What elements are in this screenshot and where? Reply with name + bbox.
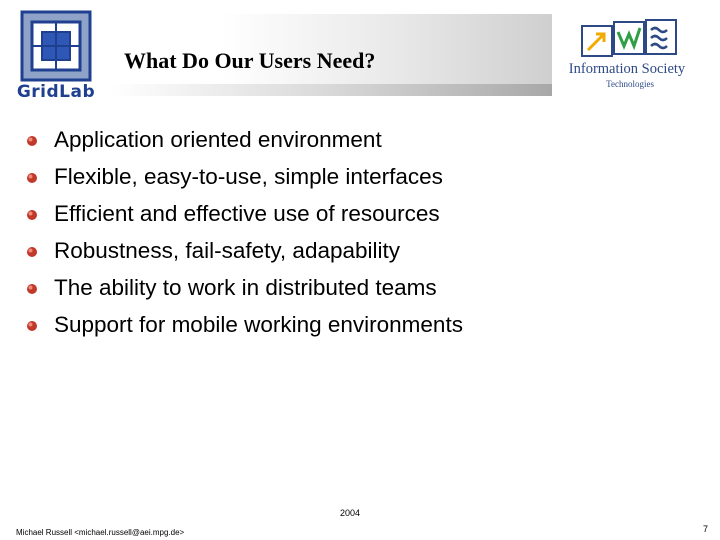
- ist-logo: [566, 18, 688, 96]
- bullet-list: [26, 122, 463, 344]
- ist-logo-icon: [580, 18, 680, 60]
- bullet-icon: [26, 320, 38, 332]
- footer-author: Michael Russell <michael.russell@aei.mpg.de>: [16, 528, 185, 537]
- bullet-icon: [26, 135, 38, 147]
- bullet-icon: [26, 172, 38, 184]
- bullet-icon: [26, 246, 38, 258]
- footer-year: 2004: [340, 508, 361, 518]
- ist-logo-subtitle: Technologies: [606, 79, 654, 89]
- bullet-icon: [26, 209, 38, 221]
- page-number: 7: [703, 524, 709, 534]
- bullet-text: Support for mobile working environments: [54, 312, 463, 337]
- bullet-icon: [26, 283, 38, 295]
- bullet-item: [26, 270, 463, 307]
- bullet-item: [26, 307, 463, 344]
- bullet-item: [26, 196, 463, 233]
- bullet-item: [26, 233, 463, 270]
- gridlab-logo-icon: [20, 10, 92, 82]
- bullet-text: The ability to work in distributed teams: [54, 275, 437, 300]
- bullet-item: [26, 159, 463, 196]
- bullet-text: Application oriented environment: [54, 127, 382, 152]
- bullet-text: Flexible, easy-to-use, simple interfaces: [54, 164, 443, 189]
- bullet-text: Efficient and effective use of resources: [54, 201, 440, 226]
- slide-title: What Do Our Users Need?: [124, 48, 376, 73]
- bullet-item: [26, 122, 463, 159]
- gridlab-logo: [6, 10, 106, 102]
- gridlab-logo-text: GridLab: [16, 82, 96, 102]
- ist-logo-name: Information Society: [568, 61, 686, 77]
- bullet-text: Robustness, fail-safety, adapability: [54, 238, 401, 263]
- header-rule: [110, 84, 552, 96]
